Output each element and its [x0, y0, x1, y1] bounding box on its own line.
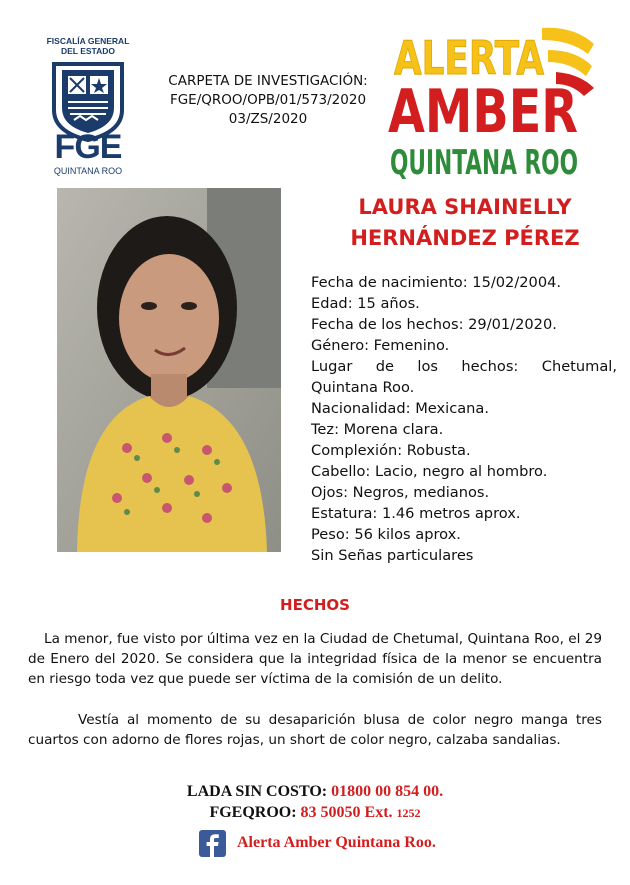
case-file-header: [150, 72, 386, 129]
hechos-title: HECHOS: [280, 596, 350, 614]
amber-logo-amber: AMBER: [388, 77, 578, 147]
detail-nationality: Nacionalidad: Mexicana.: [311, 400, 489, 417]
detail-place: Lugar de los hechos: Chetumal,: [311, 358, 617, 375]
fge-state: QUINTANA ROO: [53, 166, 123, 176]
contact-lada: [0, 783, 630, 801]
amber-logo-quintana-roo: QUINTANA ROO: [390, 143, 578, 183]
missing-person-name: [300, 192, 630, 254]
fge-name-line1: FISCALÍA GENERAL: [46, 36, 130, 46]
detail-birth-date: Fecha de nacimiento: 15/02/2004.: [311, 274, 562, 291]
detail-height: Estatura: 1.46 metros aprox.: [311, 505, 521, 522]
fge-ext: 1252: [396, 806, 421, 820]
facebook-page-name: Alerta Amber Quintana Roo.: [237, 834, 436, 851]
amber-logo-alerta: ALERTA: [394, 31, 545, 85]
lada-label: LADA SIN COSTO:: [186, 783, 332, 800]
lada-number: 01800 00 854 00.: [331, 783, 444, 800]
case-file-line1: CARPETA DE INVESTIGACIÓN:: [168, 73, 368, 89]
fge-agency-name: [38, 36, 138, 56]
fge-label: FGEQROO:: [209, 804, 301, 821]
detail-build: Complexión: Robusta.: [311, 442, 471, 459]
hechos-paragraph-2: Vestía al momento de su desaparición blusa de color negro manga tres cuartos con adorno de flores rojas, un short de color negro, calzaba sandalias.: [28, 712, 602, 748]
hechos-paragraph-1: La menor, fue visto por última vez en la Ciudad de Chetumal, Quintana Roo, el 29 de Enero del 2020. Se considera que la integridad física de la menor se encuentra en riesgo toda vez que puede ser víctima de la comisión de un delito.: [28, 631, 602, 687]
detail-event-date: Fecha de los hechos: 29/01/2020.: [311, 316, 557, 333]
detail-age: Edad: 15 años.: [311, 295, 420, 312]
name-line1: LAURA SHAINELLY: [358, 195, 572, 219]
person-details-list: [311, 272, 617, 566]
detail-gender: Género: Femenino.: [311, 337, 450, 354]
detail-eyes: Ojos: Negros, medianos.: [311, 484, 490, 501]
missing-person-photo: [57, 188, 281, 552]
detail-complexion-tone: Tez: Morena clara.: [311, 421, 444, 438]
detail-marks: Sin Señas particulares: [311, 547, 474, 564]
detail-weight: Peso: 56 kilos aprox.: [311, 526, 461, 543]
case-file-line3: 03/ZS/2020: [228, 111, 308, 127]
detail-place-cont: Quintana Roo.: [311, 379, 415, 396]
facebook-icon: [199, 830, 226, 857]
fge-number: 83 50050 Ext.: [300, 804, 397, 821]
alerta-amber-logo: [384, 24, 604, 184]
name-line2: HERNÁNDEZ PÉREZ: [350, 226, 580, 250]
detail-hair: Cabello: Lacio, negro al hombro.: [311, 463, 548, 480]
fge-name-line2: DEL ESTADO: [61, 46, 115, 56]
fge-letters: FGE: [54, 128, 122, 166]
contact-fgeqroo: [0, 804, 630, 822]
case-file-line2: FGE/QROO/OPB/01/573/2020: [169, 92, 367, 108]
